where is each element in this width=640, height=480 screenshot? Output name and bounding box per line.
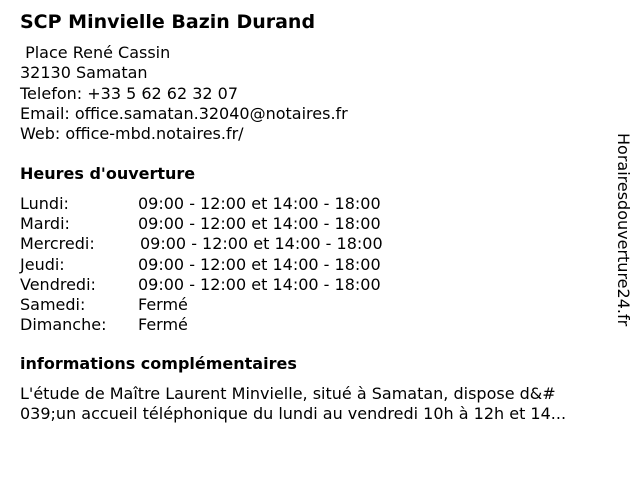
time-value: 09:00 - 12:00 et 14:00 - 18:00 bbox=[140, 234, 383, 254]
site-watermark bbox=[610, 133, 638, 348]
email-line: Email: office.samatan.32040@notaires.fr bbox=[20, 103, 348, 123]
day-label: Mardi: bbox=[20, 214, 70, 234]
day-label: Samedi: bbox=[20, 294, 86, 314]
time-value: 09:00 - 12:00 et 14:00 - 18:00 bbox=[138, 254, 381, 274]
day-label: Dimanche: bbox=[20, 315, 107, 335]
description-line: 039;un accueil téléphonique du lundi au vendredi 10h à 12h et 14... bbox=[20, 404, 567, 424]
time-value: Fermé bbox=[138, 294, 188, 314]
business-name: SCP Minvielle Bazin Durand bbox=[20, 11, 316, 33]
time-value: Fermé bbox=[138, 315, 188, 335]
time-value: 09:00 - 12:00 et 14:00 - 18:00 bbox=[138, 274, 381, 294]
additional-info-heading: informations complémentaires bbox=[20, 354, 297, 373]
opening-hours-heading: Heures d'ouverture bbox=[20, 164, 196, 183]
day-label: Lundi: bbox=[20, 194, 69, 213]
website-line: Web: office-mbd.notaires.fr/ bbox=[20, 124, 244, 144]
time-value: 09:00 - 12:00 et 14:00 - 18:00 bbox=[138, 194, 381, 213]
additional-info-text bbox=[20, 384, 620, 425]
address-block bbox=[20, 43, 348, 144]
day-label: Vendredi: bbox=[20, 274, 96, 294]
city-line: 32130 Samatan bbox=[20, 63, 148, 83]
phone-line: Telefon: +33 5 62 62 32 07 bbox=[20, 83, 239, 103]
description-line: L'étude de Maître Laurent Minvielle, situé à Samatan, dispose d&# bbox=[20, 384, 556, 403]
time-value: 09:00 - 12:00 et 14:00 - 18:00 bbox=[138, 214, 381, 234]
day-label: Jeudi: bbox=[20, 254, 65, 274]
street-address: Place René Cassin bbox=[20, 43, 171, 62]
watermark-text: Horairesdouverture24.fr bbox=[614, 133, 633, 327]
day-label: Mercredi: bbox=[20, 234, 95, 254]
